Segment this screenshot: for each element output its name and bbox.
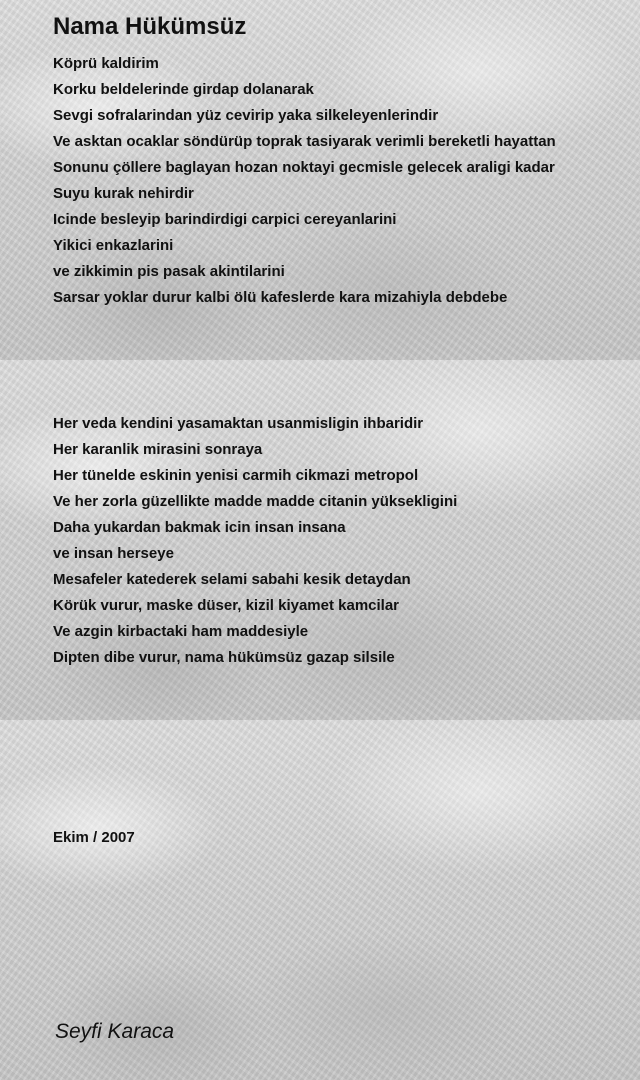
poem-line: Korku beldelerinde girdap dolanarak bbox=[53, 81, 314, 98]
poem-date: Ekim / 2007 bbox=[53, 829, 135, 846]
poem-line: Ve her zorla güzellikte madde madde citanin yüksekligini bbox=[53, 493, 458, 510]
poem-panel-1 bbox=[0, 0, 640, 360]
poem-title: Nama Hükümsüz bbox=[53, 13, 247, 40]
poem-line: Sarsar yoklar durur kalbi ölü kafeslerde kara mizahiyla debdebe bbox=[53, 289, 508, 306]
poem-line: Sonunu çöllere baglayan hozan noktayi gecmisle gelecek araligi kadar bbox=[53, 159, 555, 176]
poem-panel-2 bbox=[0, 360, 640, 720]
poem-line: Körük vurur, maske düser, kizil kiyamet kamcilar bbox=[53, 597, 400, 614]
poem-line: Her tünelde eskinin yenisi carmih cikmazi metropol bbox=[53, 467, 419, 484]
stanza-1 bbox=[53, 51, 556, 311]
poem-line: Her karanlik mirasini sonraya bbox=[53, 441, 263, 458]
poem-line: Sevgi sofralarindan yüz cevirip yaka silkeleyenlerindir bbox=[53, 107, 439, 124]
poem-line: Yikici enkazlarini bbox=[53, 237, 174, 254]
poem-author: Seyfi Karaca bbox=[55, 1020, 175, 1043]
poem-line: Her veda kendini yasamaktan usanmisligin ihbaridir bbox=[53, 415, 424, 432]
poem-line: Ve azgin kirbactaki ham maddesiyle bbox=[53, 623, 309, 640]
poem-line: Icinde besleyip barindirdigi carpici cereyanlarini bbox=[53, 211, 397, 228]
poem-line: Dipten dibe vurur, nama hükümsüz gazap silsile bbox=[53, 649, 395, 666]
poem-line: ve insan herseye bbox=[53, 545, 174, 562]
poem-line: Daha yukardan bakmak icin insan insana bbox=[53, 519, 346, 536]
stanza-2 bbox=[53, 411, 457, 671]
poem-line: Suyu kurak nehirdir bbox=[53, 185, 194, 202]
poem-line: ve zikkimin pis pasak akintilarini bbox=[53, 263, 285, 280]
poem-panel-3 bbox=[0, 720, 640, 1080]
poem-line: Ve asktan ocaklar söndürüp toprak tasiyarak verimli bereketli hayattan bbox=[53, 133, 556, 150]
poem-line: Köprü kaldirim bbox=[53, 55, 159, 72]
poem-line: Mesafeler katederek selami sabahi kesik detaydan bbox=[53, 571, 411, 588]
